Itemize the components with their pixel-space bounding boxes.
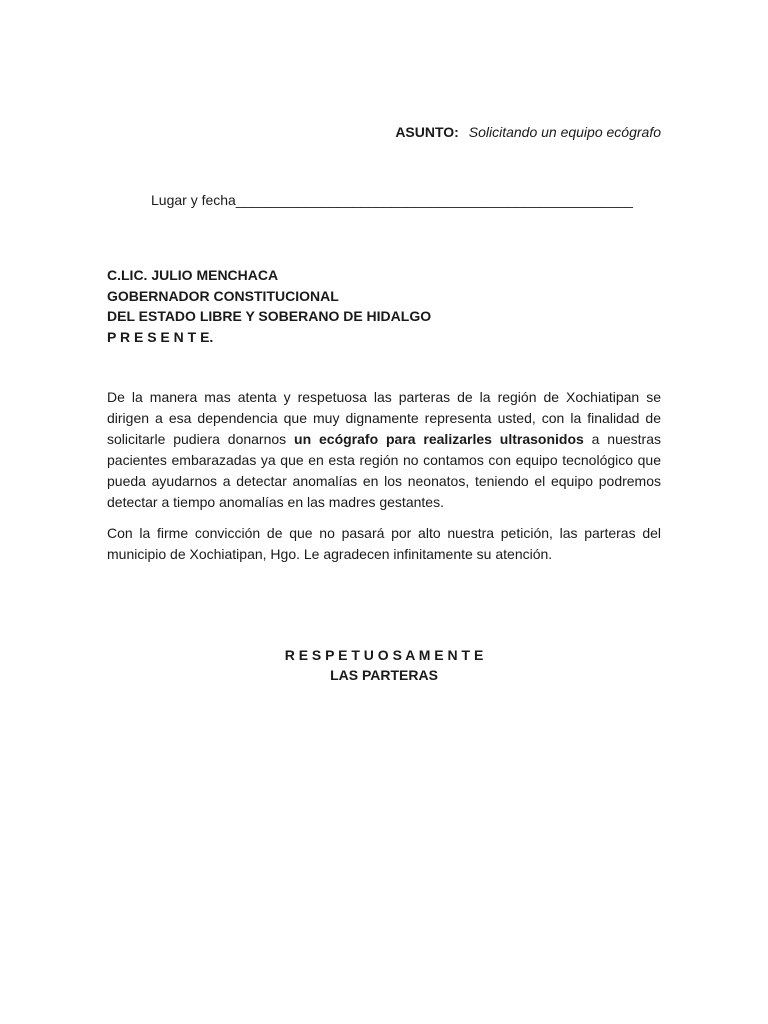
addressee-presente: P R E S E N T E.	[107, 328, 214, 345]
paragraph1-text-before: De la manera mas atenta y respetuosa las parteras de la región de Xochiatipan se dirigen a esa dependencia que muy dignamente representa usted, con la finalidad de solicitarle pudiera donarnos	[107, 389, 661, 447]
closing-block	[0, 645, 768, 685]
closing-signature: LAS PARTERAS	[330, 667, 438, 683]
subject-label: ASUNTO:	[395, 124, 459, 140]
addressee-state: DEL ESTADO LIBRE Y SOBERANO DE HIDALGO	[107, 308, 432, 324]
subject-line	[395, 124, 661, 140]
paragraph1-emphasis: un ecógrafo para realizarles ultrasonidos	[294, 431, 584, 447]
body-paragraph-1	[107, 387, 661, 513]
subject-value: Solicitando un equipo ecógrafo	[468, 124, 661, 140]
closing-respectfully: R E S P E T U O S A M E N T E	[284, 647, 484, 663]
paragraph1-text-after: a nuestras pacientes embarazadas ya que en esta región no contamos con equipo tecnológico que pueda ayudarnos a detectar anomalías en los neonatos, teniendo el equipo podremos detectar a tiempo anomalías en las madres gestantes.	[107, 431, 662, 510]
body-paragraph-2: Con la firme convicción de que no pasará por alto nuestra petición, las parteras del municipio de Xochiatipan, Hgo. Le agradecen infinitamente su atención.	[107, 525, 661, 562]
place-date-line: Lugar y fecha___________________________________________________	[151, 192, 633, 208]
addressee-block	[107, 265, 431, 347]
addressee-title: GOBERNADOR CONSTITUCIONAL	[107, 287, 339, 304]
addressee-name: C.LIC. JULIO MENCHACA	[107, 267, 279, 283]
